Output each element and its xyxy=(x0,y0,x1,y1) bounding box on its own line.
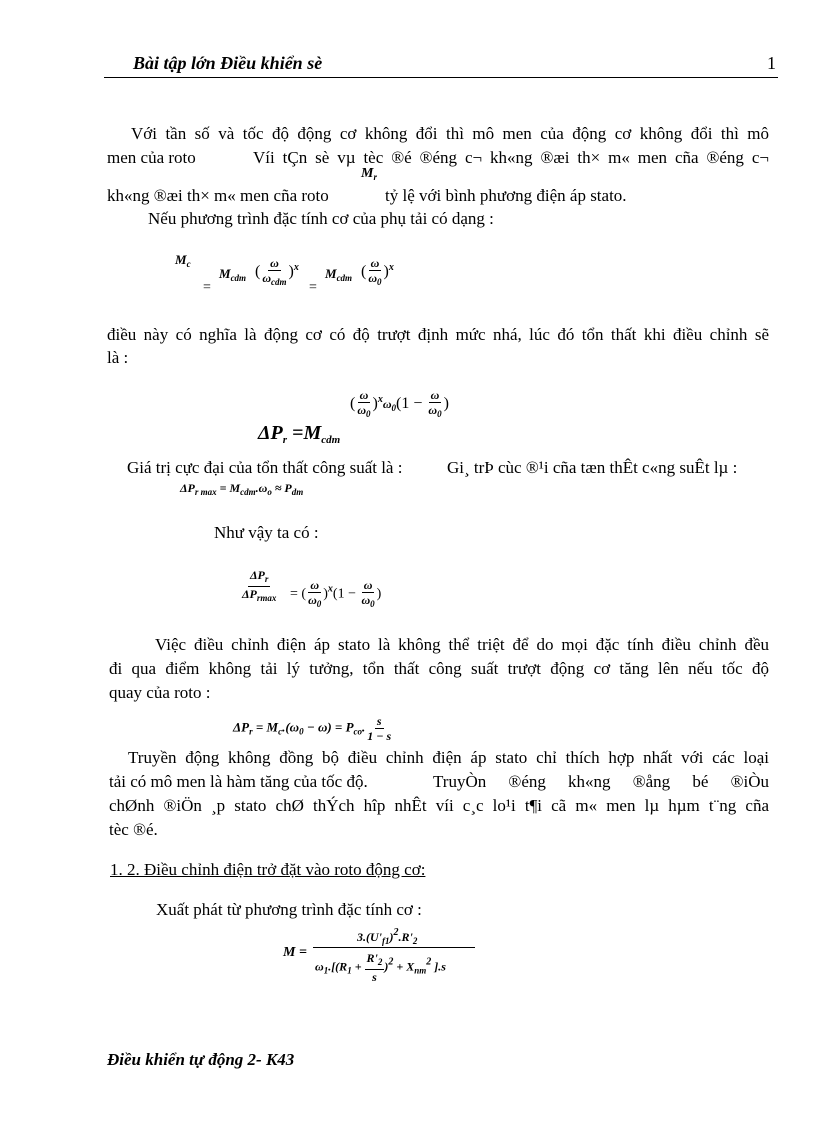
mr-symbol: $M_r$ xyxy=(361,166,377,182)
p7-line2b: TruyÒn ®éng kh«ng ®ång bé ®iÒu xyxy=(433,772,769,791)
section-heading: 1. 2. Điều chỉnh điện trở đặt vào roto động cơ: xyxy=(110,860,426,879)
p7-line2a: tải có mô men là hàm tăng của tốc độ. xyxy=(109,772,368,791)
p7-line4: tèc ®é. xyxy=(109,820,158,839)
header-title: Bài tập lớn Điều khiển sè xyxy=(133,53,323,73)
p8: Xuất phát từ phương trình đặc tính cơ : xyxy=(156,900,422,919)
formula-loss-ratio: $\frac{\Delta P_r}{\Delta P_{rmax}}$ = ( $\frac{\omega}{\omega_0}$ )$^x$(1 − $\frac{\omega}{\omega_0}$ ) xyxy=(242,568,382,609)
formula-slip-loss: ( $\frac{\omega}{\omega_0}$ )$^x\omega_0(1$ − $\frac{\omega}{\omega_0}$ ) $\Delta P_r =M_{cdm}$ xyxy=(258,388,449,446)
p1-line2b: Víi tÇn sè vµ tèc ®é ®éng c¬ kh«ng ®æi th× m« men cña ®éng c¬ xyxy=(253,148,769,167)
p7-line3: chØnh ®iÖn ¸p stato chØ thÝch hîp nhÊt víi c¸c lo¹i t¶i cã m« men lµ hµm t¨ng cña xyxy=(109,796,769,815)
formula-load-torque: $M_c$ = $M_{cdm}$ ( $\frac{\omega}{\omega_{cdm}}$ )$^x$ = $M_{cdm}$ ( $\frac{\omega}{\omega_0}$ )$^x$ xyxy=(175,252,394,295)
p4b: Gi¸ trÞ cùc ®¹i cña tæn thÊt c«ng suÊt lµ : xyxy=(447,458,738,477)
p4a: Giá trị cực đại của tổn thất công suất là : xyxy=(127,458,403,477)
p1-line1: Với tần số và tốc độ động cơ không đổi thì mô men của động cơ không đổi thì mô xyxy=(131,124,769,143)
p6-line3: quay của roto : xyxy=(109,683,211,702)
formula-slip-power: $\Delta P_r = M_c.(\omega_0 - \omega) = P_{co}$. $\frac{s}{1 - s}$ xyxy=(233,714,392,743)
footer-title: Điều khiển tự động 2- K43 xyxy=(107,1050,295,1069)
p7-line1: Truyền động không đồng bộ điều chỉnh điện áp stato chỉ thích hợp nhất với các loại xyxy=(128,748,769,767)
header-rule xyxy=(104,77,778,78)
p2: Nếu phương trình đặc tính cơ của phụ tải có dạng : xyxy=(148,209,494,228)
p3-line1: điều này có nghĩa là động cơ có độ trượt định mức nhá, lúc đó tổn thất khi điều chỉnh sẽ xyxy=(107,325,769,344)
p6-line2: đi qua điểm không tải lý tưởng, tổn thất công suất trượt động cơ tăng lên nếu tốc độ xyxy=(109,659,769,678)
p1-line3a: kh«ng ®æi th× m« men cña roto xyxy=(107,186,329,205)
p6-line1: Việc điều chỉnh điện áp stato là không thể triệt để do mọi đặc tính điều chỉnh đều xyxy=(155,635,769,654)
p1-line2a: men của roto xyxy=(107,148,196,167)
page-number: 1 xyxy=(767,53,776,73)
formula-max-loss: $\Delta P_{r max} = M_{cdm}.\omega_o \approx P_{dm}$ xyxy=(180,481,304,497)
p1-line3b: tỷ lệ với bình phương điện áp stato. xyxy=(385,186,627,205)
p5: Như vậy ta có : xyxy=(214,523,319,542)
formula-mechanical-characteristic: M = $3.(U'_{f1})^2.R'_2$ $\omega_1.[(R_1$ + $\frac{R'_2}{s}$ )$^2 + X_{nm}^2$ ].s xyxy=(283,925,493,987)
p3-line2: là : xyxy=(107,348,129,367)
